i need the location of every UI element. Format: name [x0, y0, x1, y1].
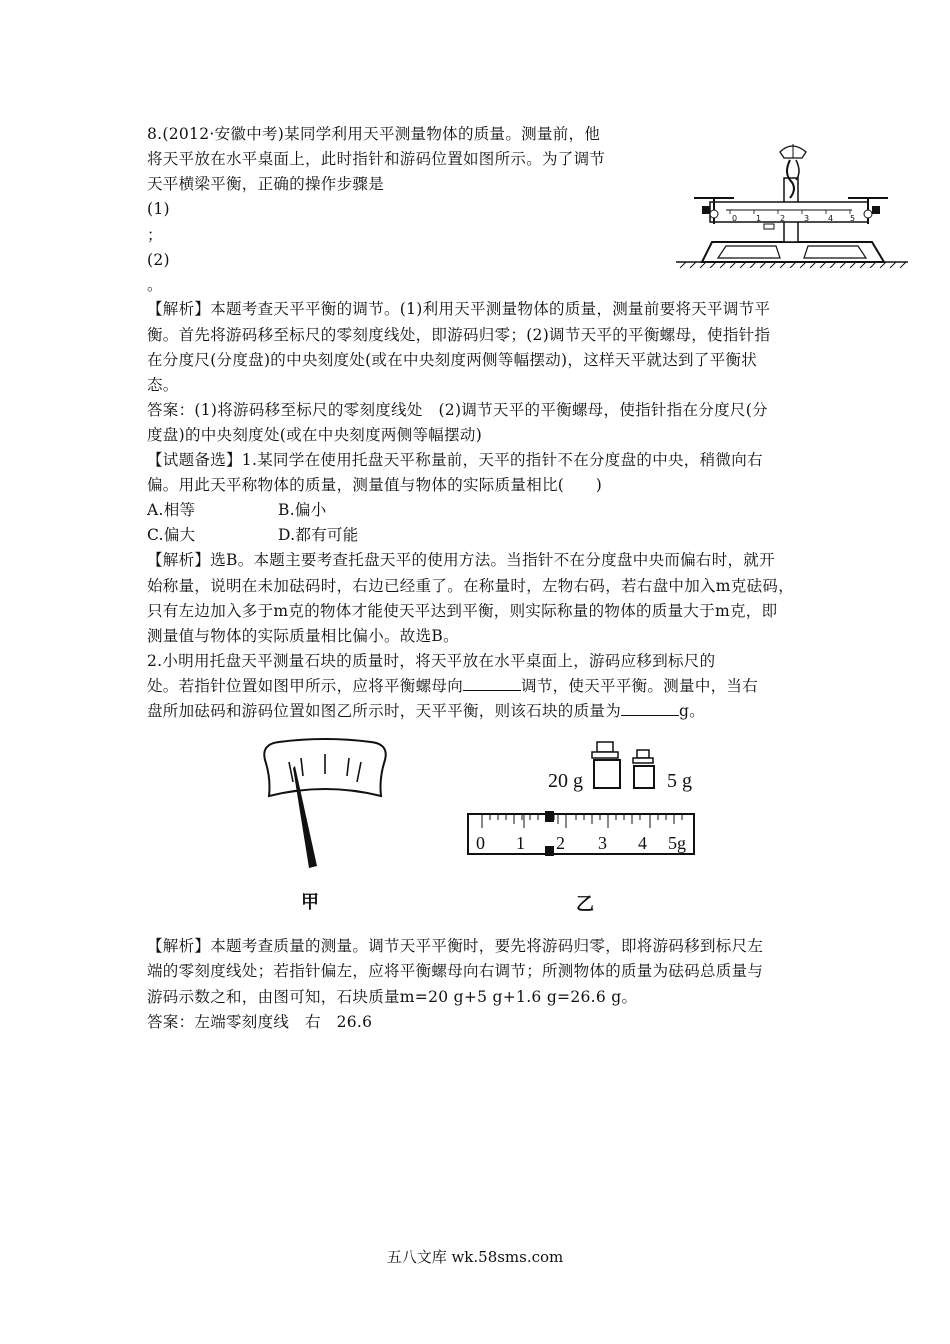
- a8-line-3: 在分度尺(分度盘)的中央刻度处(或在中央刻度两侧等幅摆动)，这样天平就达到了平衡状: [147, 351, 757, 369]
- b1-explain-2: 始称量，说明在未加砝码时，右边已经重了。在称量时，左物右码，若右盘中加入m克砝码，: [147, 577, 795, 595]
- balance-tick-5: 5: [850, 214, 856, 223]
- q8-line-5: ；: [147, 226, 163, 244]
- a8-line-2: 衡。首先将游码移至标尺的零刻度线处，即游码归零；(2)调节天平的平衡螺母，使指针指: [147, 326, 771, 344]
- scale-figure-yi: [466, 738, 702, 862]
- b1-option-c: C.偏大: [147, 526, 196, 544]
- q8-line-3: 天平横梁平衡，正确的操作步骤是: [147, 175, 385, 193]
- b1-line-1: 【试题备选】1.某同学在使用托盘天平称量前，天平的指针不在分度盘的中央，稍微向右: [147, 451, 763, 469]
- b2-line-2: [147, 673, 758, 699]
- balance-figure: [672, 138, 912, 268]
- scale-tick-3: 3: [598, 833, 607, 853]
- b2-line-3: [147, 698, 705, 724]
- b2-answer: 答案：左端零刻度线 右 26.6: [147, 1013, 373, 1031]
- q8-line-2: 将天平放在水平桌面上，此时指针和游码位置如图所示。为了调节: [147, 150, 606, 168]
- b2-line-2a: 处。若指针位置如图甲所示，应将平衡螺母向: [147, 677, 464, 695]
- balance-tick-2: 2: [780, 214, 786, 223]
- b1-option-a: A.相等: [147, 501, 196, 519]
- b2-line-1: 2.小明用托盘天平测量石块的质量时，将天平放在水平桌面上，游码应移到标尺的: [147, 652, 716, 670]
- b1-line-2: 偏。用此天平称物体的质量，测量值与物体的实际质量相比( ): [147, 476, 603, 494]
- b1-option-b: B.偏小: [278, 501, 327, 519]
- b1-option-d: D.都有可能: [278, 526, 359, 544]
- b2-line-2b: 调节，使天平平衡。测量中，当右: [521, 677, 759, 695]
- fig-label-jia: 甲: [301, 892, 319, 913]
- balance-tick-1: 1: [756, 214, 762, 223]
- answer-blank-direction: [463, 676, 521, 691]
- balance-tick-4: 4: [828, 214, 834, 223]
- a8-line-1: 【解析】本题考查天平平衡的调节。(1)利用天平测量物体的质量，测量前要将天平调节平: [147, 300, 771, 318]
- scale-tick-1: 1: [516, 833, 525, 853]
- b1-explain-3: 只有左边加入多于m克的物体才能使天平达到平衡，则实际称量的物体的质量大于m克，即: [147, 602, 778, 620]
- rider-top: [545, 811, 554, 822]
- b2-explain-2: 端的零刻度线处；若指针偏左，应将平衡螺母向右调节；所测物体的质量为砝码总质量与: [147, 962, 764, 980]
- b1-explain-4: 测量值与物体的实际质量相比偏小。故选B。: [147, 627, 459, 645]
- a8-answer-line-1: 答案：(1)将游码移至标尺的零刻度线处 (2)调节天平的平衡螺母，使指针指在分度尺(分: [147, 401, 768, 419]
- a8-answer-line-2: 度盘)的中央刻度处(或在中央刻度两侧等幅摆动): [147, 426, 483, 444]
- q8-line-1: 8.(2012·安徽中考)某同学利用天平测量物体的质量。测量前，他: [147, 125, 601, 143]
- scale-tick-2: 2: [556, 833, 565, 853]
- a8-line-4: 态。: [147, 376, 179, 394]
- scale-tick-0: 0: [476, 833, 485, 853]
- weight-label-20g: 20 g: [548, 770, 583, 792]
- b2-explain-1: 【解析】本题考查质量的测量。调节天平平衡时，要先将游码归零，即将游码移到标尺左: [147, 937, 764, 955]
- balance-tick-3: 3: [804, 214, 810, 223]
- rider-bottom: [545, 846, 554, 856]
- fig-label-yi: 乙: [576, 894, 594, 915]
- balance-tick-0: 0: [732, 214, 738, 223]
- b2-line-3a: 盘所加砝码和游码位置如图乙所示时，天平平衡，则该石块的质量为: [147, 702, 622, 720]
- dial-figure-jia: [255, 738, 395, 873]
- q8-line-7: 。: [147, 276, 163, 294]
- q8-line-6: (2): [147, 251, 170, 269]
- b1-explain-1: 【解析】选B。本题主要考查托盘天平的使用方法。当指针不在分度盘中央而偏右时，就开: [147, 551, 775, 569]
- scale-tick-4: 4: [638, 833, 647, 853]
- scale-tick-5g: 5g: [668, 833, 686, 853]
- weight-label-5g: 5 g: [667, 770, 692, 792]
- b2-line-3b: g。: [679, 702, 706, 720]
- b2-explain-3: 游码示数之和，由图可知，石块质量m=20 g+5 g+1.6 g=26.6 g。: [147, 988, 638, 1006]
- q8-line-4: (1): [147, 200, 170, 218]
- page-footer: 五八文库 wk.58sms.com: [386, 1248, 564, 1266]
- answer-blank-mass: [621, 701, 679, 716]
